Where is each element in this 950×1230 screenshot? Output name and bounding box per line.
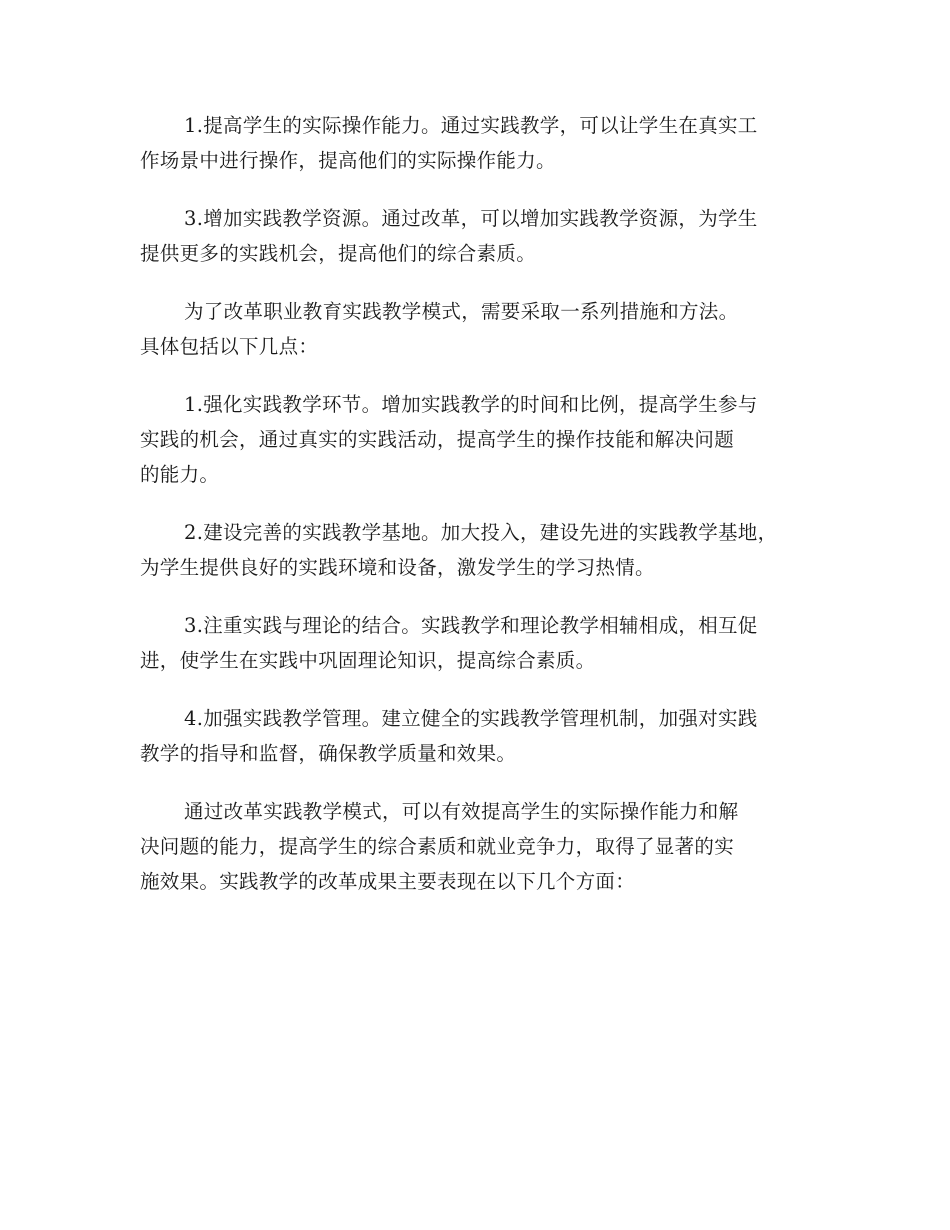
paragraph-line: 教学的指导和监督，确保教学质量和效果。 <box>140 742 517 765</box>
paragraph-line: 为学生提供良好的实践环境和设备，激发学生的学习热情。 <box>140 556 655 579</box>
paragraph-line: 实践的机会，通过真实的实践活动，提高学生的操作技能和解决问题 <box>140 428 735 451</box>
paragraph-line: 3.增加实践教学资源。通过改革，可以增加实践教学资源，为学生 <box>184 207 758 230</box>
paragraph-line: 2.建设完善的实践教学基地。加大投入，建设先进的实践教学基地， <box>184 521 778 544</box>
paragraph-4 <box>140 387 820 492</box>
paragraph-1 <box>140 108 820 178</box>
paragraph-line: 提供更多的实践机会，提高他们的综合素质。 <box>140 242 537 265</box>
paragraph-7 <box>140 701 820 771</box>
paragraph-3 <box>140 294 820 364</box>
paragraph-line: 4.加强实践教学管理。建立健全的实践教学管理机制，加强对实践 <box>184 707 758 730</box>
paragraph-line: 施效果。实践教学的改革成果主要表现在以下几个方面： <box>140 870 636 893</box>
paragraph-line: 的能力。 <box>140 463 220 486</box>
paragraph-8 <box>140 794 820 899</box>
paragraph-line: 具体包括以下几点： <box>140 335 319 358</box>
paragraph-line: 1.强化实践教学环节。增加实践教学的时间和比例，提高学生参与 <box>184 393 758 416</box>
paragraph-line: 作场景中进行操作，提高他们的实际操作能力。 <box>140 149 556 172</box>
paragraph-line: 决问题的能力，提高学生的综合素质和就业竞争力，取得了显著的实 <box>140 835 735 858</box>
paragraph-2 <box>140 201 820 271</box>
paragraph-line: 进，使学生在实践中巩固理论知识，提高综合素质。 <box>140 649 596 672</box>
paragraph-line: 为了改革职业教育实践教学模式，需要采取一系列措施和方法。 <box>184 300 739 323</box>
paragraph-6 <box>140 608 820 678</box>
paragraph-line: 1.提高学生的实际操作能力。通过实践教学，可以让学生在真实工 <box>184 114 758 137</box>
paragraph-line: 通过改革实践教学模式，可以有效提高学生的实际操作能力和解 <box>184 800 739 823</box>
paragraph-line: 3.注重实践与理论的结合。实践教学和理论教学相辅相成，相互促 <box>184 614 758 637</box>
paragraph-5 <box>140 515 820 585</box>
document-body <box>140 108 820 922</box>
